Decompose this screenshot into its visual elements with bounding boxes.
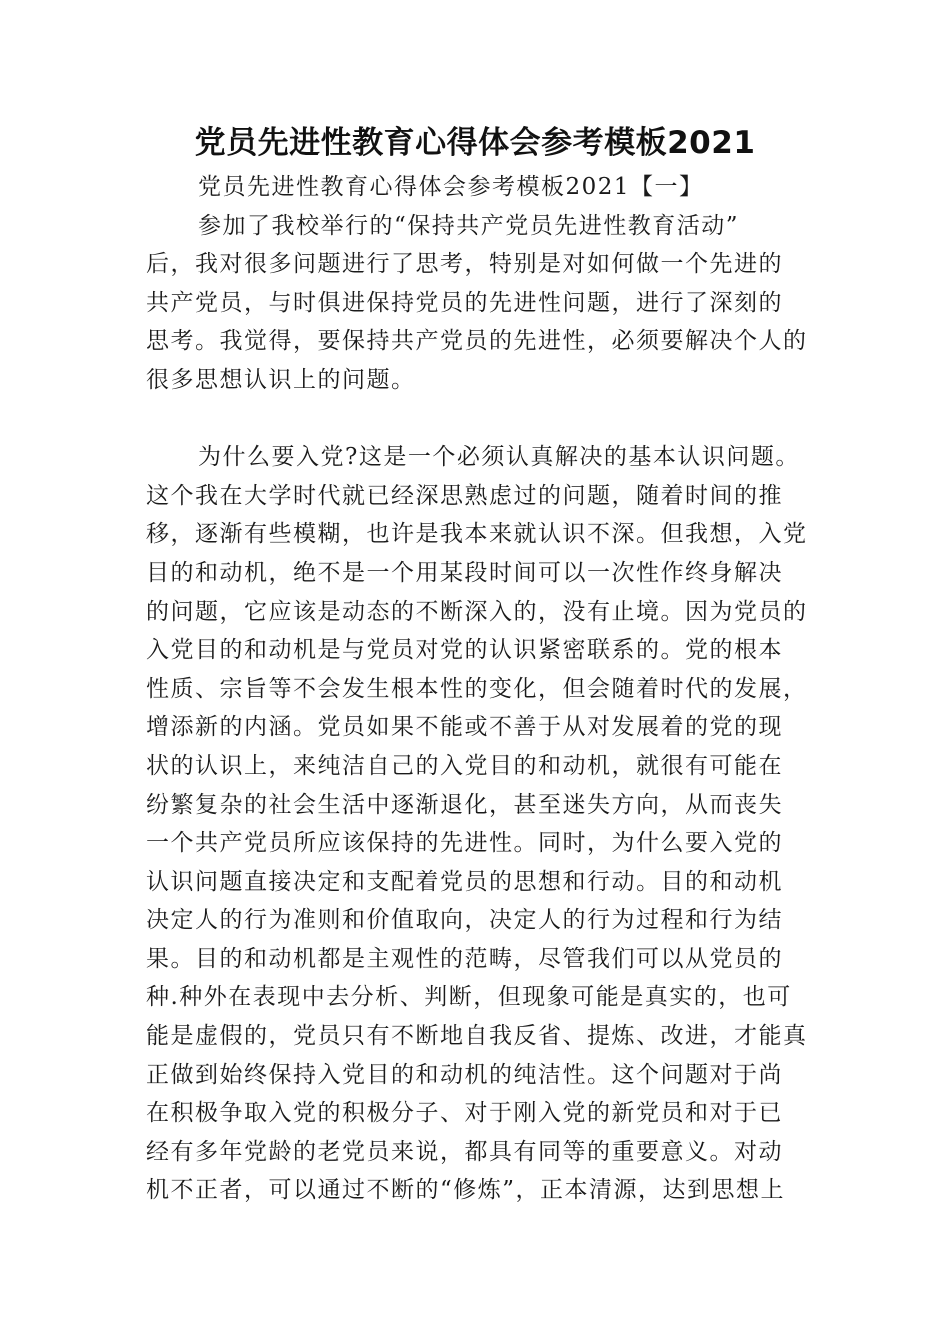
paragraph-2-line: 正做到始终保持入党目的和动机的纯洁性。这个问题对于尚 [146, 1061, 783, 1088]
paragraph-2-line: 为什么要入党?这是一个必须认真解决的基本认识问题。 [198, 444, 800, 471]
paragraph-1-line: 很多思想认识上的问题。 [146, 366, 416, 393]
paragraph-1-line: 参加了我校举行的“保持共产党员先进性教育活动” [198, 212, 740, 239]
paragraph-2-line: 这个我在大学时代就已经深思熟虑过的问题，随着时间的推 [146, 482, 783, 509]
document-body [146, 168, 814, 1210]
paragraph-2-line: 经有多年党龄的老党员来说，都具有同等的重要意义。对动 [146, 1138, 783, 1165]
paragraph-2-line: 入党目的和动机是与党员对党的认识紧密联系的。党的根本 [146, 637, 783, 664]
document-subtitle: 党员先进性教育心得体会参考模板2021【一】 [198, 174, 704, 200]
paragraph-2-line: 目的和动机，绝不是一个用某段时间可以一次性作终身解决 [146, 559, 783, 586]
paragraph-2-line: 决定人的行为准则和价值取向，决定人的行为过程和行为结 [146, 907, 783, 934]
paragraph-1-line: 思考。我觉得，要保持共产党员的先进性，必须要解决个人的 [146, 328, 808, 355]
paragraph-2-line: 种.种外在表现中去分析、判断，但现象可能是真实的，也可 [146, 984, 792, 1011]
paragraph-2-line: 一个共产党员所应该保持的先进性。同时，为什么要入党的 [146, 830, 783, 857]
paragraph-gap [146, 400, 814, 439]
paragraph-2-line: 果。目的和动机都是主观性的范畴，尽管我们可以从党员的 [146, 945, 783, 972]
document-title: 党员先进性教育心得体会参考模板2021 [194, 125, 756, 161]
paragraph-2-line: 纷繁复杂的社会生活中逐渐退化，甚至迷失方向，从而丧失 [146, 791, 783, 818]
paragraph-2-line: 状的认识上，来纯洁自己的入党目的和动机，就很有可能在 [146, 752, 783, 779]
paragraph-2-line: 能是虚假的，党员只有不断地自我反省、提炼、改进，才能真 [146, 1023, 808, 1050]
paragraph-1-line: 共产党员，与时俱进保持党员的先进性问题，进行了深刻的 [146, 289, 783, 316]
paragraph-2-line: 认识问题直接决定和支配着党员的思想和行动。目的和动机 [146, 868, 783, 895]
paragraph-2-line: 机不正者，可以通过不断的“修炼”，正本清源，达到思想上 [146, 1177, 786, 1204]
paragraph-1-line: 后，我对很多问题进行了思考，特别是对如何做一个先进的 [146, 251, 783, 278]
paragraph-2-line: 增添新的内涵。党员如果不能或不善于从对发展着的党的现 [146, 714, 783, 741]
paragraph-2-line: 移，逐渐有些模糊，也许是我本来就认识不深。但我想，入党 [146, 521, 808, 548]
paragraph-2-line: 的问题，它应该是动态的不断深入的，没有止境。因为党员的 [146, 598, 808, 625]
paragraph-2-line: 性质、宗旨等不会发生根本性的变化，但会随着时代的发展， [146, 675, 808, 702]
paragraph-2-line: 在积极争取入党的积极分子、对于刚入党的新党员和对于已 [146, 1100, 783, 1127]
